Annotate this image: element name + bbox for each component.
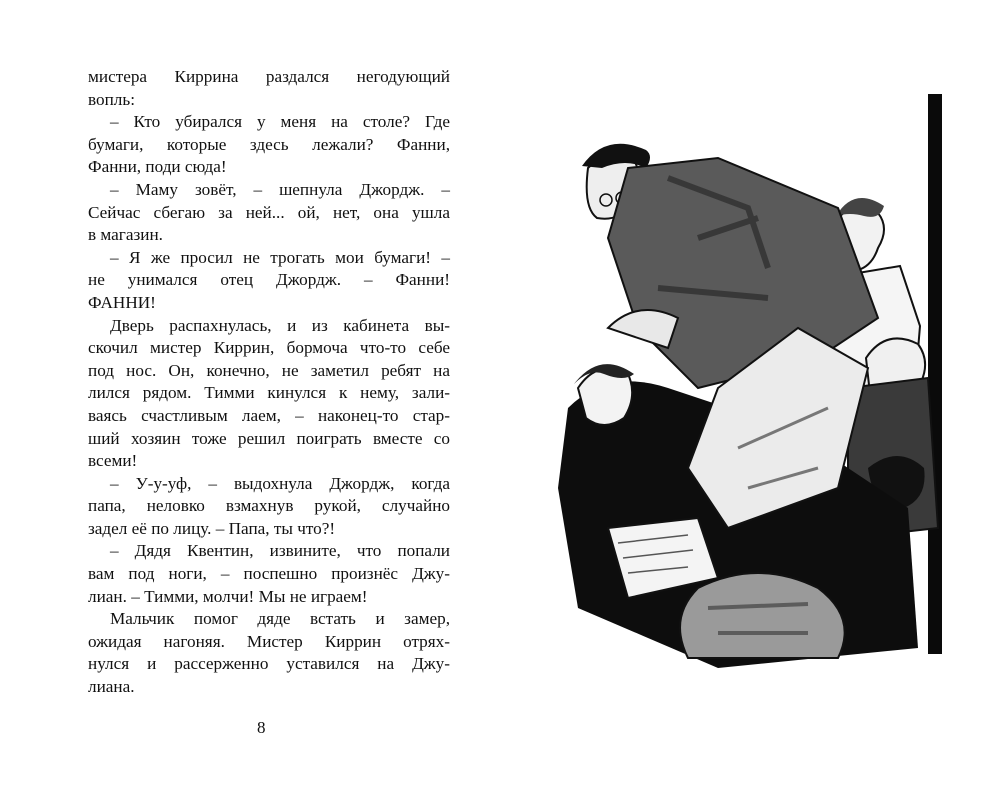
text-line: папа, неловко взмахнув рукой, случайно — [88, 496, 450, 516]
text-line: – Кто убирался у меня на столе? Где — [110, 112, 450, 132]
text-line: лиана. — [88, 677, 135, 697]
text-line: скочил мистер Киррин, бормоча что-то себе — [88, 338, 450, 358]
text-line: нулся и рассерженно уставился на Джу- — [88, 654, 450, 674]
text-line: ожидая нагоняя. Мистер Киррин отрях- — [88, 631, 450, 651]
text-line: Фанни, поди сюда! — [88, 157, 227, 177]
text-line: Сейчас сбегаю за ней... ой, нет, она ушла — [88, 202, 450, 222]
text-line: ваясь счастливым лаем, – наконец-то стар- — [88, 405, 450, 425]
text-line: – У-у-уф, – выдохнула Джордж, когда — [110, 473, 450, 493]
illustration-drawing — [548, 88, 968, 688]
page-number: 8 — [257, 718, 266, 737]
text-line: под нос. Он, конечно, не заметил ребят на — [88, 360, 450, 380]
text-line: лился рядом. Тимми кинулся к нему, зали- — [88, 383, 450, 403]
door-frame — [928, 94, 942, 654]
text-line: всеми! — [88, 451, 138, 471]
text-line: в магазин. — [88, 225, 163, 245]
text-line: ший хозяин тоже решил поиграть вместе со — [88, 428, 450, 448]
text-line: бумаги, которые здесь лежали? Фанни, — [88, 134, 450, 154]
text-line: Мальчик помог дяде встать и замер, — [110, 609, 450, 629]
text-column — [88, 66, 450, 699]
text-line: – Маму зовёт, – шепнула Джордж. – — [110, 179, 450, 199]
illustration — [548, 88, 968, 688]
text-line: – Я же просил не трогать мои бумаги! – — [110, 247, 450, 267]
text-line: задел её по лицу. – Папа, ты что?! — [88, 518, 336, 538]
text-line: вопль: — [88, 89, 135, 109]
text-line: не унимался отец Джордж. – Фанни! — [88, 270, 450, 290]
text-line: ФАННИ! — [88, 292, 156, 312]
text-line: вам под ноги, – поспешно произнёс Джу- — [88, 564, 450, 584]
text-line: мистера Киррина раздался негодующий — [88, 67, 450, 86]
text-line: Дверь распахнулась, и из кабинета вы- — [110, 315, 450, 335]
text-line: – Дядя Квентин, извините, что попали — [110, 541, 450, 561]
text-line: лиан. – Тимми, молчи! Мы не играем! — [88, 586, 368, 606]
